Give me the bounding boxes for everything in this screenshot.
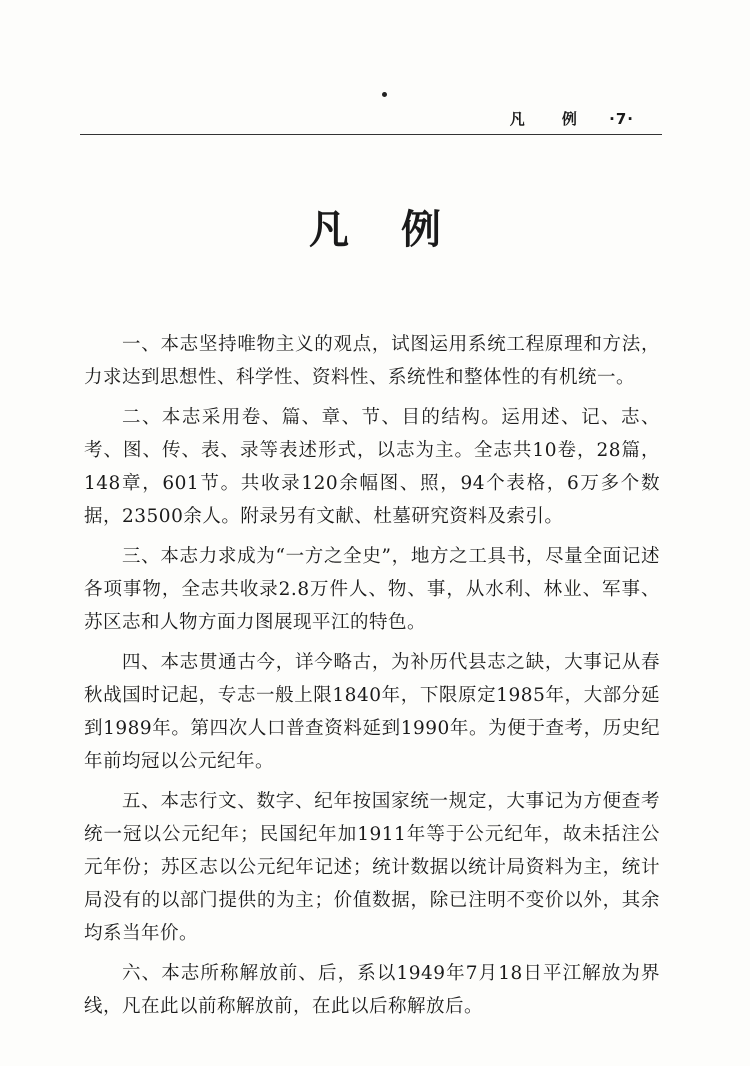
running-header bbox=[510, 108, 634, 129]
paragraph-1: 一、本志坚持唯物主义的观点，试图运用系统工程原理和方法，力求达到思想性、科学性、资料性、系统性和整体性的有机统一。 bbox=[84, 334, 660, 388]
page-number: ·7· bbox=[609, 110, 634, 128]
paragraph-2: 二、本志采用卷、篇、章、节、目的结构。运用述、记、志、考、图、传、表、录等表述形式，以志为主。全志共10卷，28篇，148章，601节。共收录120余幅图、照，94个表格，6万多个数据，23500余人。附录另有文献、杜墓研究资料及索引。 bbox=[84, 407, 660, 527]
page-title: 凡例 bbox=[309, 207, 493, 253]
paragraph-4: 四、本志贯通古今，详今略古，为补历代县志之缺，大事记从春秋战国时记起，专志一般上限1840年，下限原定1985年，大部分延到1989年。第四次人口普查资料延到1990年。为便于查考，历史纪年前均冠以公元纪年。 bbox=[84, 652, 660, 772]
print-speck bbox=[382, 92, 387, 97]
header-rule bbox=[80, 134, 662, 135]
paragraph-3: 三、本志力求成为“一方之全史”，地方之工具书，尽量全面记述各项事物，全志共收录2.8万件人、物、事，从水利、林业、军事、苏区志和人物方面力图展现平江的特色。 bbox=[84, 546, 660, 633]
paragraph-6: 六、本志所称解放前、后，系以1949年7月18日平江解放为界线，凡在此以前称解放前，在此以后称解放后。 bbox=[84, 963, 660, 1017]
body-text bbox=[84, 328, 660, 1030]
paragraph-5: 五、本志行文、数字、纪年按国家统一规定，大事记为方便查考统一冠以公元纪年；民国纪年加1911年等于公元纪年，故未括注公元年份；苏区志以公元纪年记述；统计数据以统计局资料为主，统计局没有的以部门提供的为主；价值数据，除已注明不变价以外，其余均系当年价。 bbox=[84, 791, 660, 944]
running-title: 凡 例 bbox=[509, 110, 593, 128]
